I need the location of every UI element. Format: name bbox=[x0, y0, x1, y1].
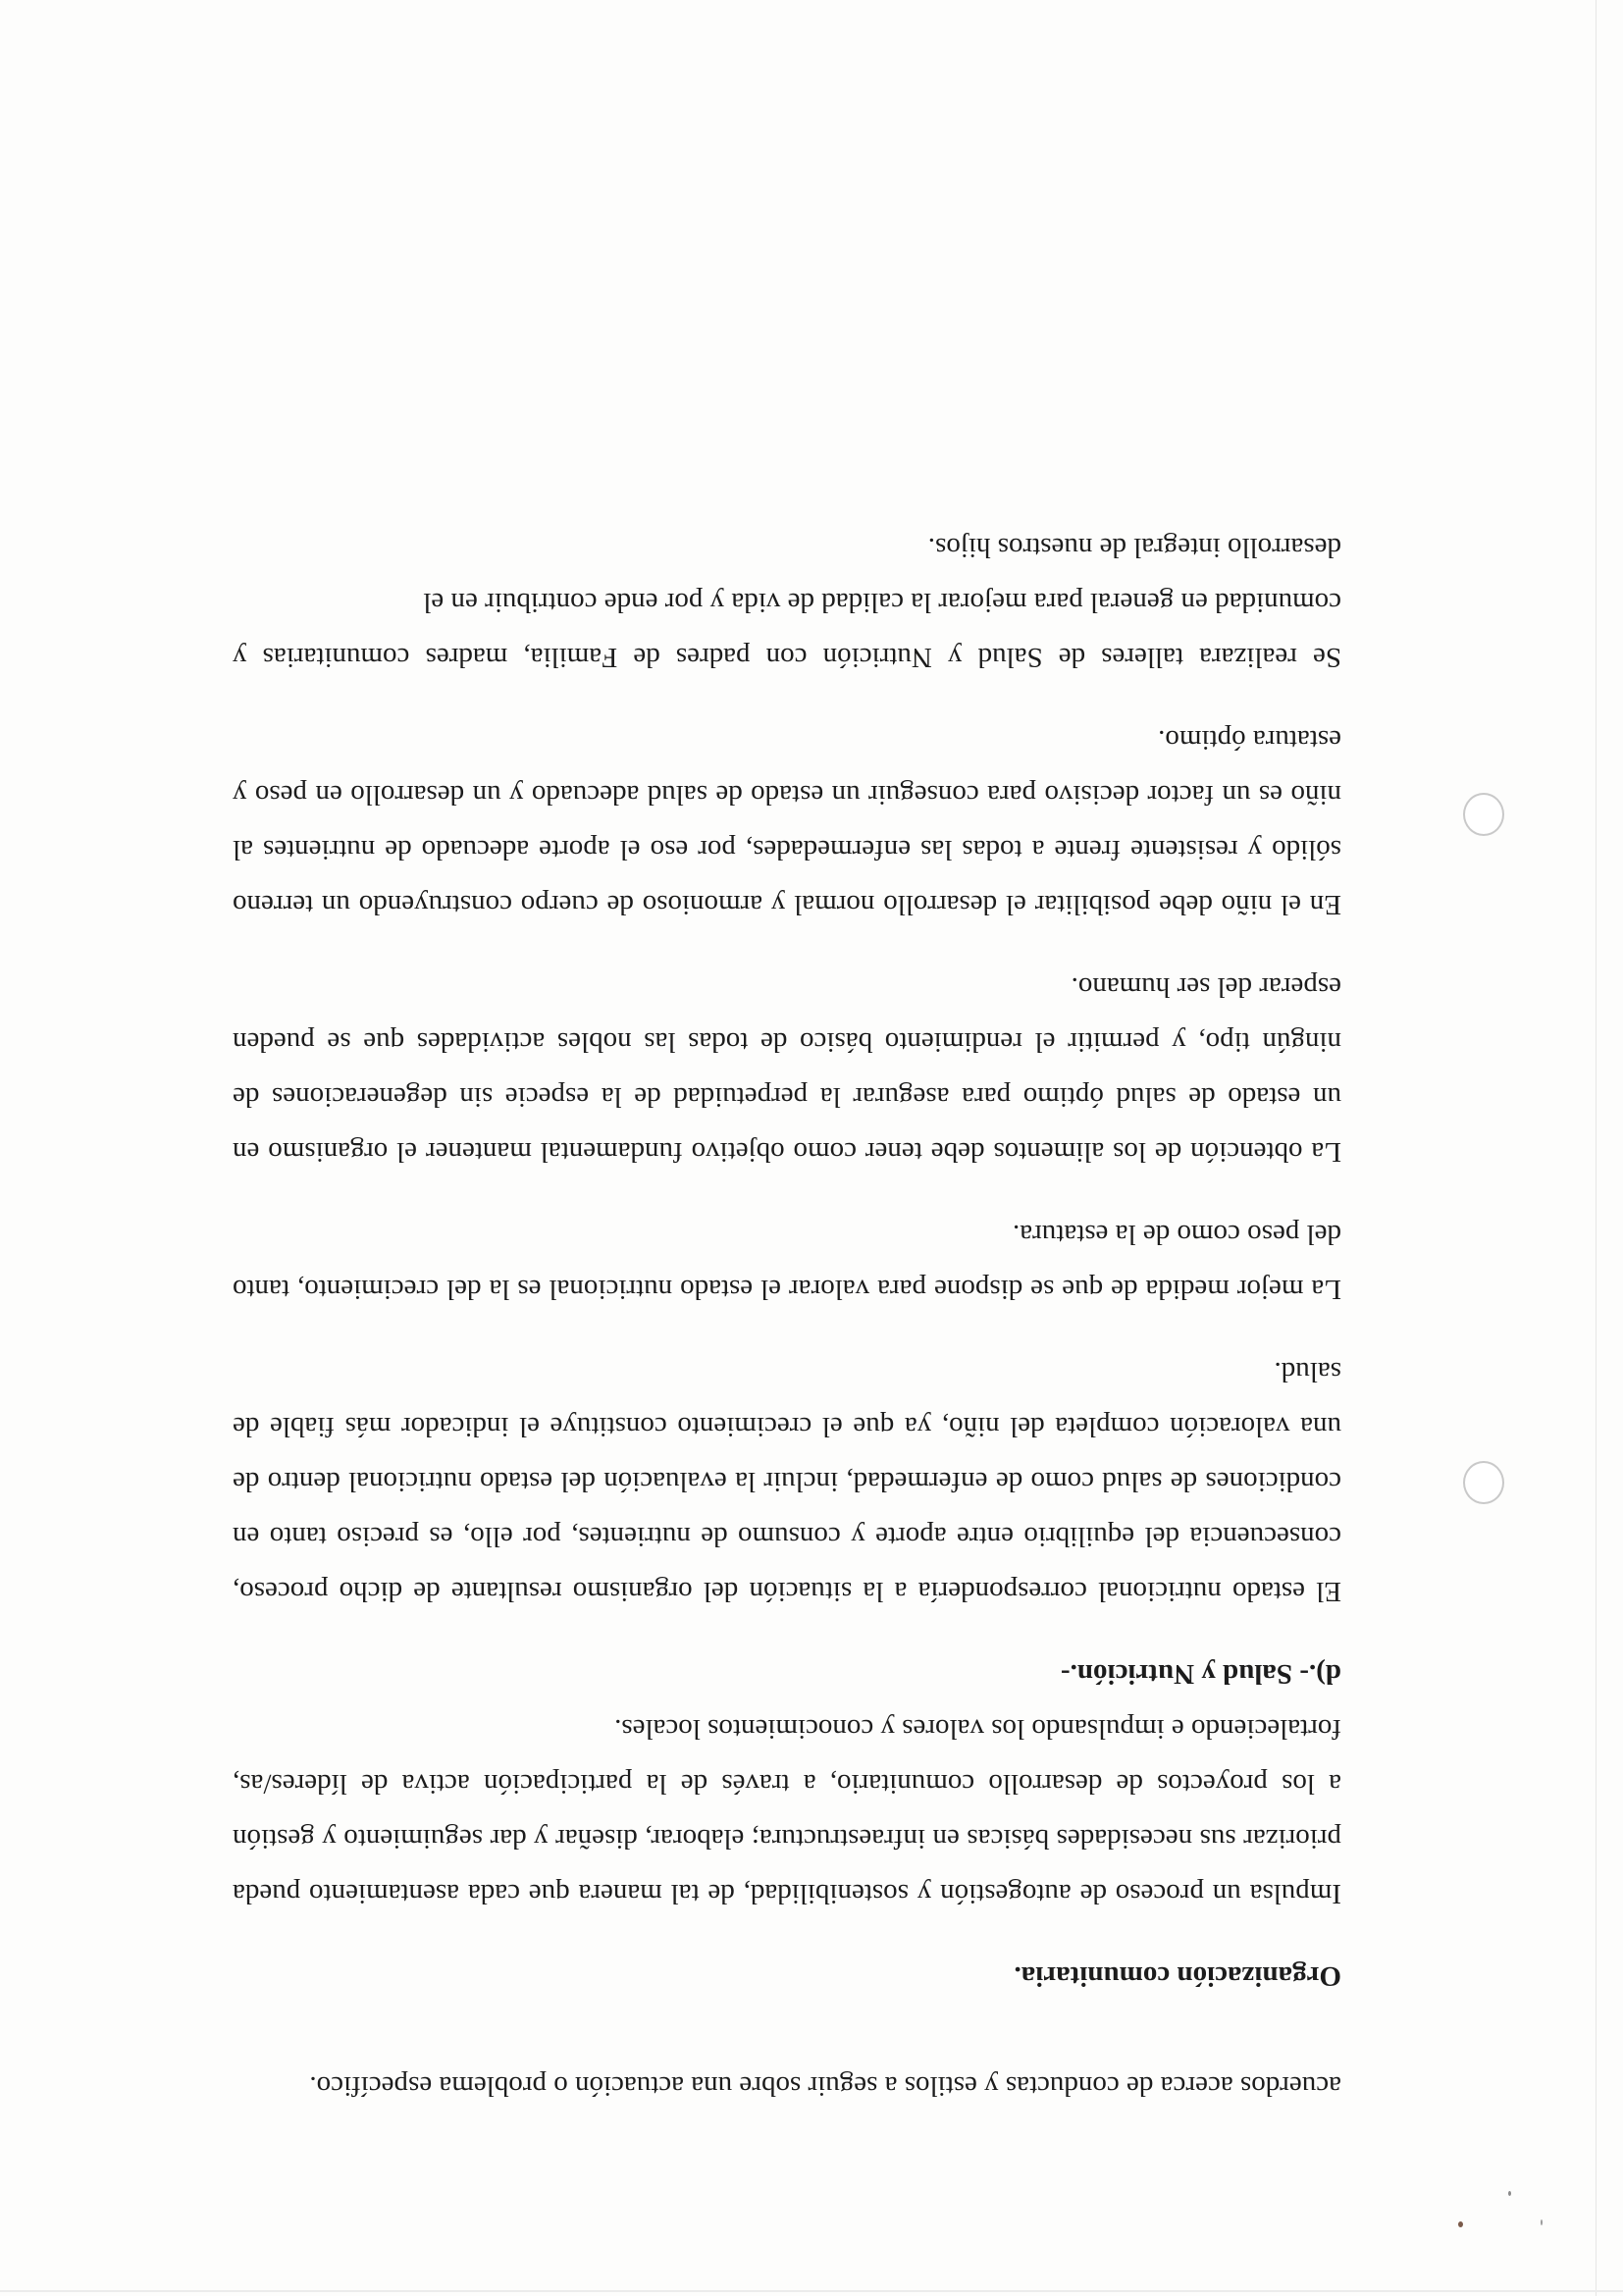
paragraph-talleres-part2: desarrollo integral de nuestros hijos. bbox=[927, 532, 1341, 563]
paragraph-talleres-part1: Se realizara talleres de Salud y Nutrición con padres de Familia, madres comunitarias y comunidad en general para mejorar la calidad de vida y por ende contribuir en el bbox=[233, 587, 1341, 673]
paragraph-estado-nutricional: El estado nutricional correspondería a la situación del organismo resultante de dicho proceso, consecuencia del equilibrio entre aporte y consumo de nutrientes, por ello, es preciso tanto en condiciones de salud como de enfermedad, incluir la evaluación del estado nutricional dentro de una valoración completa del niño, ya que el crecimiento constituye el indicador más fiable de salud. bbox=[233, 1356, 1341, 1607]
heading-salud-nutricion: d).- Salud y Nutrición.- bbox=[1060, 1658, 1341, 1690]
paragraph-obtencion-alimentos: La obtención de los alimentos debe tener como objetivo fundamental mantener el organismo en un estado de salud óptimo para asegurar la perpetuidad de la especie sin degeneraciones de ningún tipo, y permitir el rendimiento básico de todas las nobles actividades que se pueden esperar del ser humano. bbox=[233, 971, 1341, 1168]
scan-edge-line bbox=[1596, 0, 1597, 2296]
punch-hole-bottom bbox=[1463, 1461, 1504, 1504]
paragraph-desarrollo-nino: En el niño debe posibilitar el desarrollo normal y armonioso de cuerpo construyendo un terreno sólido y resistente frente a todas las enfermedades, por eso el aporte adecuado de nutrientes al niño es un factor decisivo para conseguir un estado de salud adecuado y un desarrollo en peso y estatura óptimo. bbox=[233, 724, 1341, 920]
scan-speck bbox=[1508, 2191, 1511, 2196]
paragraph-mejor-medida: La mejor medida de que se dispone para valorar el estado nutricional es la del crecimiento, tanto del peso como de la estatura. bbox=[233, 1219, 1341, 1305]
scan-speck bbox=[1541, 2219, 1543, 2225]
heading-organizacion-comunitaria: Organización comunitaria. bbox=[1014, 1960, 1341, 1992]
punch-hole-top bbox=[1463, 793, 1504, 836]
document-body bbox=[233, 520, 1341, 2113]
paragraph-autogestion: Impulsa un proceso de autogestión y sostenibilidad, de tal manera que cada asentamiento pueda priorizar sus necesidades básicas en infraestructura; elaborar, diseñar y dar seguimiento y gestión a los proyectos de desarrollo comunitario, a través de la participación activa de líderes/as, fortaleciendo e impulsando los valores y conocimientos locales. bbox=[233, 1713, 1341, 1909]
paragraph-continuation-top: acuerdos acerca de conductas y estilos a seguir sobre una actuación o problema específico. bbox=[309, 2070, 1341, 2102]
scan-speck bbox=[1458, 2221, 1463, 2227]
scan-bottom-edge bbox=[0, 2290, 1623, 2292]
